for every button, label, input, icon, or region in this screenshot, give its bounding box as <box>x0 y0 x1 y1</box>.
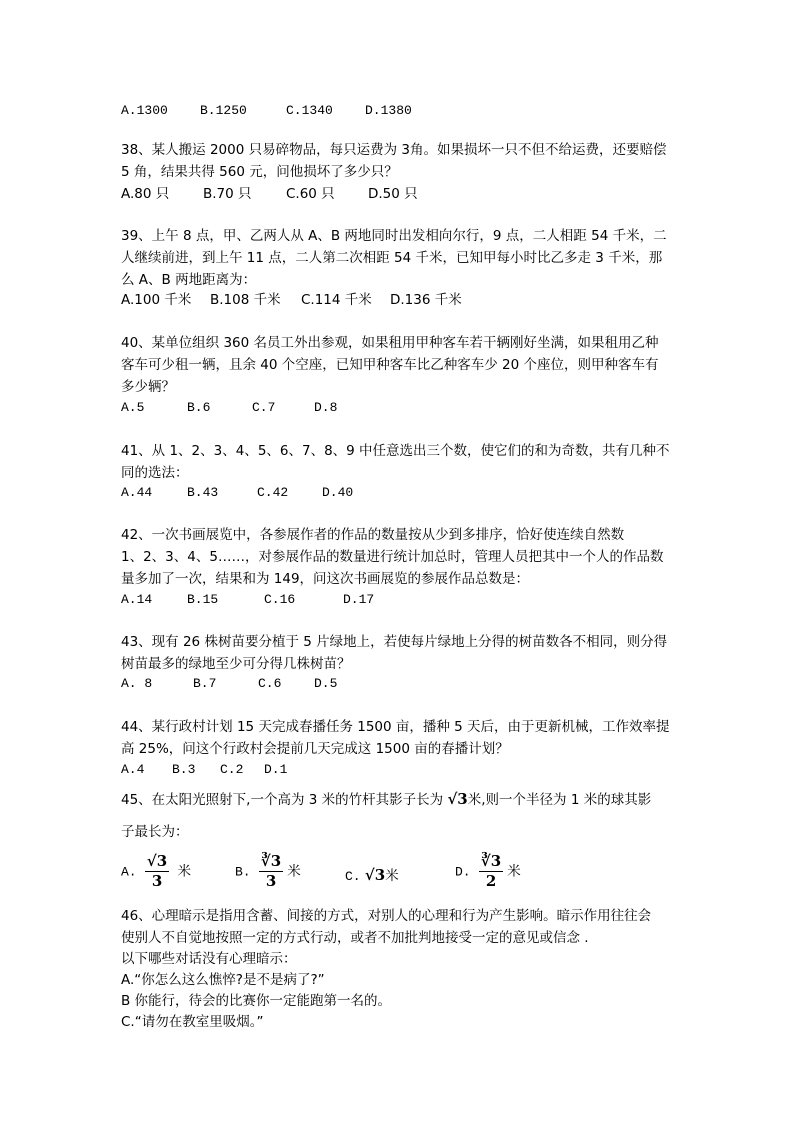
q41-option-c: C.42 <box>257 485 289 500</box>
q44-text-line: 44、某行政村计划 15 天完成春播任务 1500 亩，播种 5 天后，由于更新机械，工作效率提 <box>121 719 670 735</box>
q45-option-a <box>121 852 191 891</box>
q44-option-c: C.2 <box>220 762 244 777</box>
q43-option-b: B.7 <box>193 676 217 691</box>
denominator: 2 <box>485 872 497 890</box>
q40-option-c: C.7 <box>252 400 276 415</box>
q38-option-d: D.50 只 <box>368 186 418 202</box>
sqrt-expression: √3 <box>364 866 386 884</box>
q42-option-c: C.16 <box>264 592 296 607</box>
q42-text-line: 1、2、3、4、5……，对参展作品的数量进行统计加总时，管理人员把其中一个人的作品数 <box>121 549 664 565</box>
q40-option-b: B.6 <box>187 400 211 415</box>
option-label: D. <box>455 864 471 880</box>
option-label: C. <box>345 869 361 884</box>
q40-option-d: D.8 <box>314 400 338 415</box>
q44-option-b: B.3 <box>172 762 196 777</box>
q38-option-c: C.60 只 <box>286 186 335 202</box>
unit: 米 <box>177 863 191 880</box>
q41-option-b: B.43 <box>187 485 219 500</box>
option-label: B. <box>235 864 251 880</box>
q43-option-c: C.6 <box>258 676 282 691</box>
q40-text-line: 多少辆？ <box>121 379 175 395</box>
q38-text-line: 38、某人搬运 2000 只易碎物品，每只运费为 3角。如果损坏一只不但不给运费，还要赔偿 <box>121 142 667 158</box>
q41-text-line: 同的选法： <box>121 465 189 481</box>
sqrt-expression: √3 <box>447 790 468 808</box>
q45-text-line <box>121 790 651 809</box>
q43-text-line: 43、现有 26 株树苗要分植于 5 片绿地上，若使每片绿地上分得的树苗数各不相同，则分得 <box>121 634 668 650</box>
q40-text-line: 客车可少租一辆，且余 40 个空座，已知甲种客车比乙种客车少 20 个座位，则甲种客车有 <box>121 357 659 373</box>
fraction <box>479 852 503 891</box>
q38-option-b: B.70 只 <box>203 186 252 202</box>
q37-option-c: C.1340 <box>286 103 333 118</box>
denominator: 3 <box>265 872 277 890</box>
q40-text-line: 40、某单位组织 360 名员工外出参观，如果租用甲种客车若干辆刚好坐满，如果租用乙种 <box>121 335 659 351</box>
q38-option-a: A.80 只 <box>121 186 170 202</box>
q42-text-line: 42、一次书画展览中，各参展作者的作品的数量按从少到多排序，恰好使连续自然数 <box>121 527 625 543</box>
q42-option-d: D.17 <box>343 592 375 607</box>
q39-text-line: 39、上午 8 点，甲、乙两人从 A、B 两地同时出发相向尔行，9 点，二人相距 54 千米，二 <box>121 228 667 244</box>
q43-option-a: A. 8 <box>121 676 153 691</box>
q41-option-a: A.44 <box>121 485 153 500</box>
q43-text-line: 树苗最多的绿地至少可分得几株树苗？ <box>121 656 351 672</box>
q46-text-line: 46、心理暗示是指用含蓄、间接的方式，对别人的心理和行为产生影响。暗示作用往往会 <box>121 908 652 924</box>
q39-option-b: B.108 千米 <box>210 292 281 308</box>
q41-text-line: 41、从 1、2、3、4、5、6、7、8、9 中任意选出三个数，使它们的和为奇数，共有几种不 <box>121 443 670 459</box>
q46-option-c: C.“请勿在教室里吸烟。” <box>121 1014 264 1030</box>
q45-option-b <box>235 852 301 891</box>
q46-text-line: 以下哪些对话没有心理暗示： <box>121 951 297 967</box>
q42-option-a: A.14 <box>121 592 153 607</box>
fraction <box>145 852 169 891</box>
numerator: ∛3 <box>480 852 502 870</box>
q39-option-c: C.114 千米 <box>301 292 372 308</box>
q46-option-b: B 你能行，待会的比赛你一定能跑第一名的。 <box>121 993 392 1009</box>
q45-option-d <box>455 852 521 891</box>
q37-option-b: B.1250 <box>200 103 247 118</box>
q46-text-line: 使别人不自觉地按照一定的方式行动，或者不加批判地接受一定的意见或信念 . <box>121 930 589 946</box>
unit: 米 <box>287 863 301 880</box>
q38-text-line: 5 角，结果共得 560 元，问他损坏了多少只？ <box>121 164 398 180</box>
q39-text-line: 么 A、B 两地距离为： <box>121 272 257 288</box>
q39-option-d: D.136 千米 <box>390 292 462 308</box>
numerator: √3 <box>146 852 168 870</box>
q40-option-a: A.5 <box>121 400 145 415</box>
q44-option-a: A.4 <box>121 762 145 777</box>
q39-text-line: 人继续前进，到上午 11 点，二人第二次相距 54 千米，已知甲每小时比乙多走 3 千米，那 <box>121 250 663 266</box>
q44-text-line: 高 25%，问这个行政村会提前几天完成这 1500 亩的春播计划？ <box>121 741 509 757</box>
unit: 米 <box>507 863 521 880</box>
q41-option-d: D.40 <box>322 485 354 500</box>
q46-option-a: A.“你怎么这么憔悴?是不是病了?” <box>121 972 325 988</box>
q45-text-part: 米,则一个半径为 1 米的球其影 <box>467 792 652 808</box>
fraction <box>259 852 283 891</box>
q45-text-line: 子最长为： <box>121 824 189 840</box>
q39-option-a: A.100 千米 <box>121 292 192 308</box>
denominator: 3 <box>151 872 163 890</box>
option-label: A. <box>121 864 137 880</box>
q44-option-d: D.1 <box>264 762 288 777</box>
q42-option-b: B.15 <box>187 592 219 607</box>
q43-option-d: D.5 <box>314 676 338 691</box>
numerator: ∛3 <box>260 852 282 870</box>
unit: 米 <box>385 868 399 884</box>
q42-text-line: 量多加了一次，结果和为 149，问这次书画展览的参展作品总数是： <box>121 571 530 587</box>
q37-option-a: A.1300 <box>121 103 168 118</box>
q37-option-d: D.1380 <box>365 103 412 118</box>
q45-text-part: 45、在太阳光照射下,一个高为 3 米的竹杆其影子长为 <box>121 792 448 808</box>
q45-option-c <box>345 866 399 886</box>
